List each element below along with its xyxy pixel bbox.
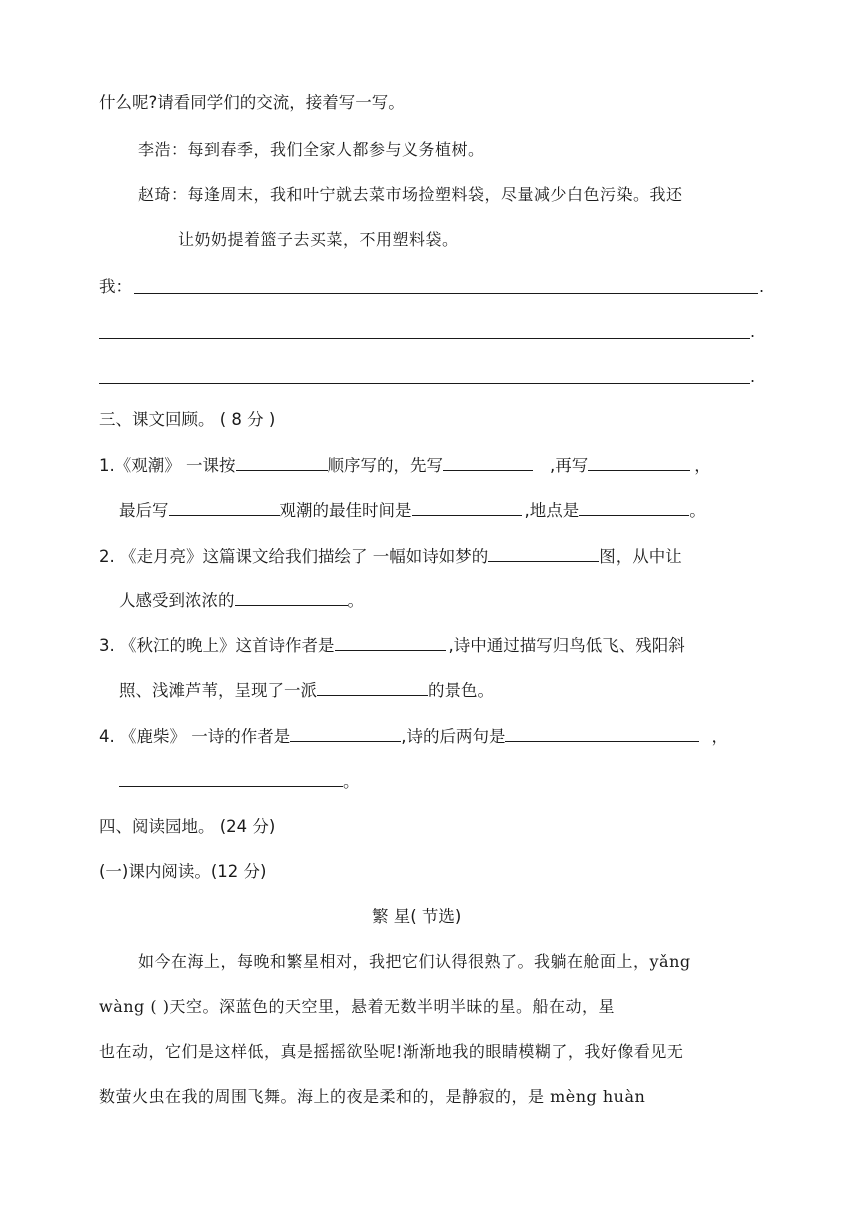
q1-blank-place[interactable]	[579, 500, 689, 516]
answer-line-2[interactable]	[99, 338, 750, 339]
question-4-line-2	[119, 771, 360, 793]
intro-tail: 什么呢?请看同学们的交流，接着写一写。	[99, 93, 405, 112]
section3-title: 三、课文回顾。 ( 8 分 )	[99, 410, 276, 429]
passage-line-3: 也在动，它们是这样低，真是摇摇欲坠呢!渐渐地我的眼睛模糊了，我好像看见无	[99, 1042, 684, 1061]
section4-title: 四、阅读园地。 (24 分)	[99, 817, 276, 836]
q1-text-c: ,再写	[550, 456, 589, 475]
question-3-line-2	[119, 680, 494, 702]
q2-text-d: 。	[347, 591, 364, 610]
q3-blank-author[interactable]	[335, 635, 446, 651]
example-zhaoqi	[138, 184, 683, 206]
example-lihao	[138, 139, 485, 161]
q1-text-f: 观潮的最佳时间是	[279, 501, 412, 520]
q1-blank-time[interactable]	[412, 500, 522, 516]
passage-line-2: wàng ( )天空。深蓝色的天空里，悬着无数半明半昧的星。船在动，星	[99, 997, 615, 1016]
q4-text-c: ，	[711, 727, 728, 746]
q2-blank-picture[interactable]	[488, 546, 599, 562]
speaker-zhaoqi: 赵琦：	[138, 185, 188, 204]
q1-blank-first[interactable]	[443, 455, 533, 471]
speaker-lihao: 李浩：	[138, 140, 188, 159]
q1-blank-order[interactable]	[236, 455, 328, 471]
q3-text-a: 3. 《秋江的晚上》这首诗作者是	[99, 636, 335, 655]
q4-text-d: 。	[343, 772, 360, 791]
question-3-line-1	[99, 635, 685, 657]
question-2-line-2	[119, 590, 364, 612]
passage-line-4: 数萤火虫在我的周围飞舞。海上的夜是柔和的，是静寂的，是 mèng huàn	[99, 1087, 646, 1106]
example-zhaoqi-cont: 让奶奶提着篮子去买菜，不用塑料袋。	[178, 230, 459, 249]
section4-subtitle: (一)课内阅读。(12 分)	[99, 862, 267, 881]
q2-text-c: 人感受到浓浓的	[119, 591, 235, 610]
q4-text-a: 4. 《鹿柴》 一诗的作者是	[99, 727, 291, 746]
q4-blank-author[interactable]	[290, 726, 401, 742]
question-1-line-1	[99, 455, 711, 477]
line-end-1: .	[759, 277, 765, 296]
line-end-3: .	[750, 367, 756, 386]
answer-line-3[interactable]	[99, 383, 750, 384]
q4-text-b: ,诗的后两句是	[401, 727, 506, 746]
answer-line-1[interactable]	[134, 293, 758, 294]
q2-text-b: 图，从中让	[599, 547, 682, 566]
q1-blank-last[interactable]	[169, 500, 280, 516]
line-end-2: .	[750, 322, 756, 341]
q1-text-e: 最后写	[119, 501, 169, 520]
q1-blank-then[interactable]	[588, 455, 690, 471]
q3-text-c: 照、浅滩芦苇，呈现了一派	[119, 681, 317, 700]
q4-blank-line3[interactable]	[505, 726, 699, 742]
example-text-zhaoqi: 每逢周末，我和叶宁就去菜市场捡塑料袋，尽量减少白色污染。我还	[187, 185, 683, 204]
passage-line-1: 如今在海上，每晚和繁星相对，我把它们认得很熟了。我躺在舱面上，yǎng	[138, 952, 691, 971]
q4-blank-line4[interactable]	[119, 771, 343, 787]
q1-text-d: ，	[694, 456, 711, 475]
q2-blank-feeling[interactable]	[235, 590, 348, 606]
question-2-line-1	[99, 546, 682, 568]
example-text-lihao: 每到春季，我们全家人都参与义务植树。	[187, 140, 485, 159]
q1-text-h: 。	[689, 501, 706, 520]
question-4-line-1	[99, 726, 728, 748]
q3-text-b: ,诗中通过描写归鸟低飞、残阳斜	[448, 636, 685, 655]
passage-title: 繁 星( 节选)	[372, 907, 462, 926]
q2-text-a: 2. 《走月亮》这篇课文给我们描绘了 一幅如诗如梦的	[99, 547, 489, 566]
q1-text-a: 1.《观潮》 一课按	[99, 456, 236, 475]
me-label: 我：	[99, 277, 132, 296]
q1-text-g: ,地点是	[524, 501, 580, 520]
q3-blank-scene[interactable]	[317, 680, 428, 696]
question-1-line-2	[119, 500, 706, 522]
q1-text-b: 顺序写的，先写	[327, 456, 443, 475]
q3-text-d: 的景色。	[428, 681, 494, 700]
